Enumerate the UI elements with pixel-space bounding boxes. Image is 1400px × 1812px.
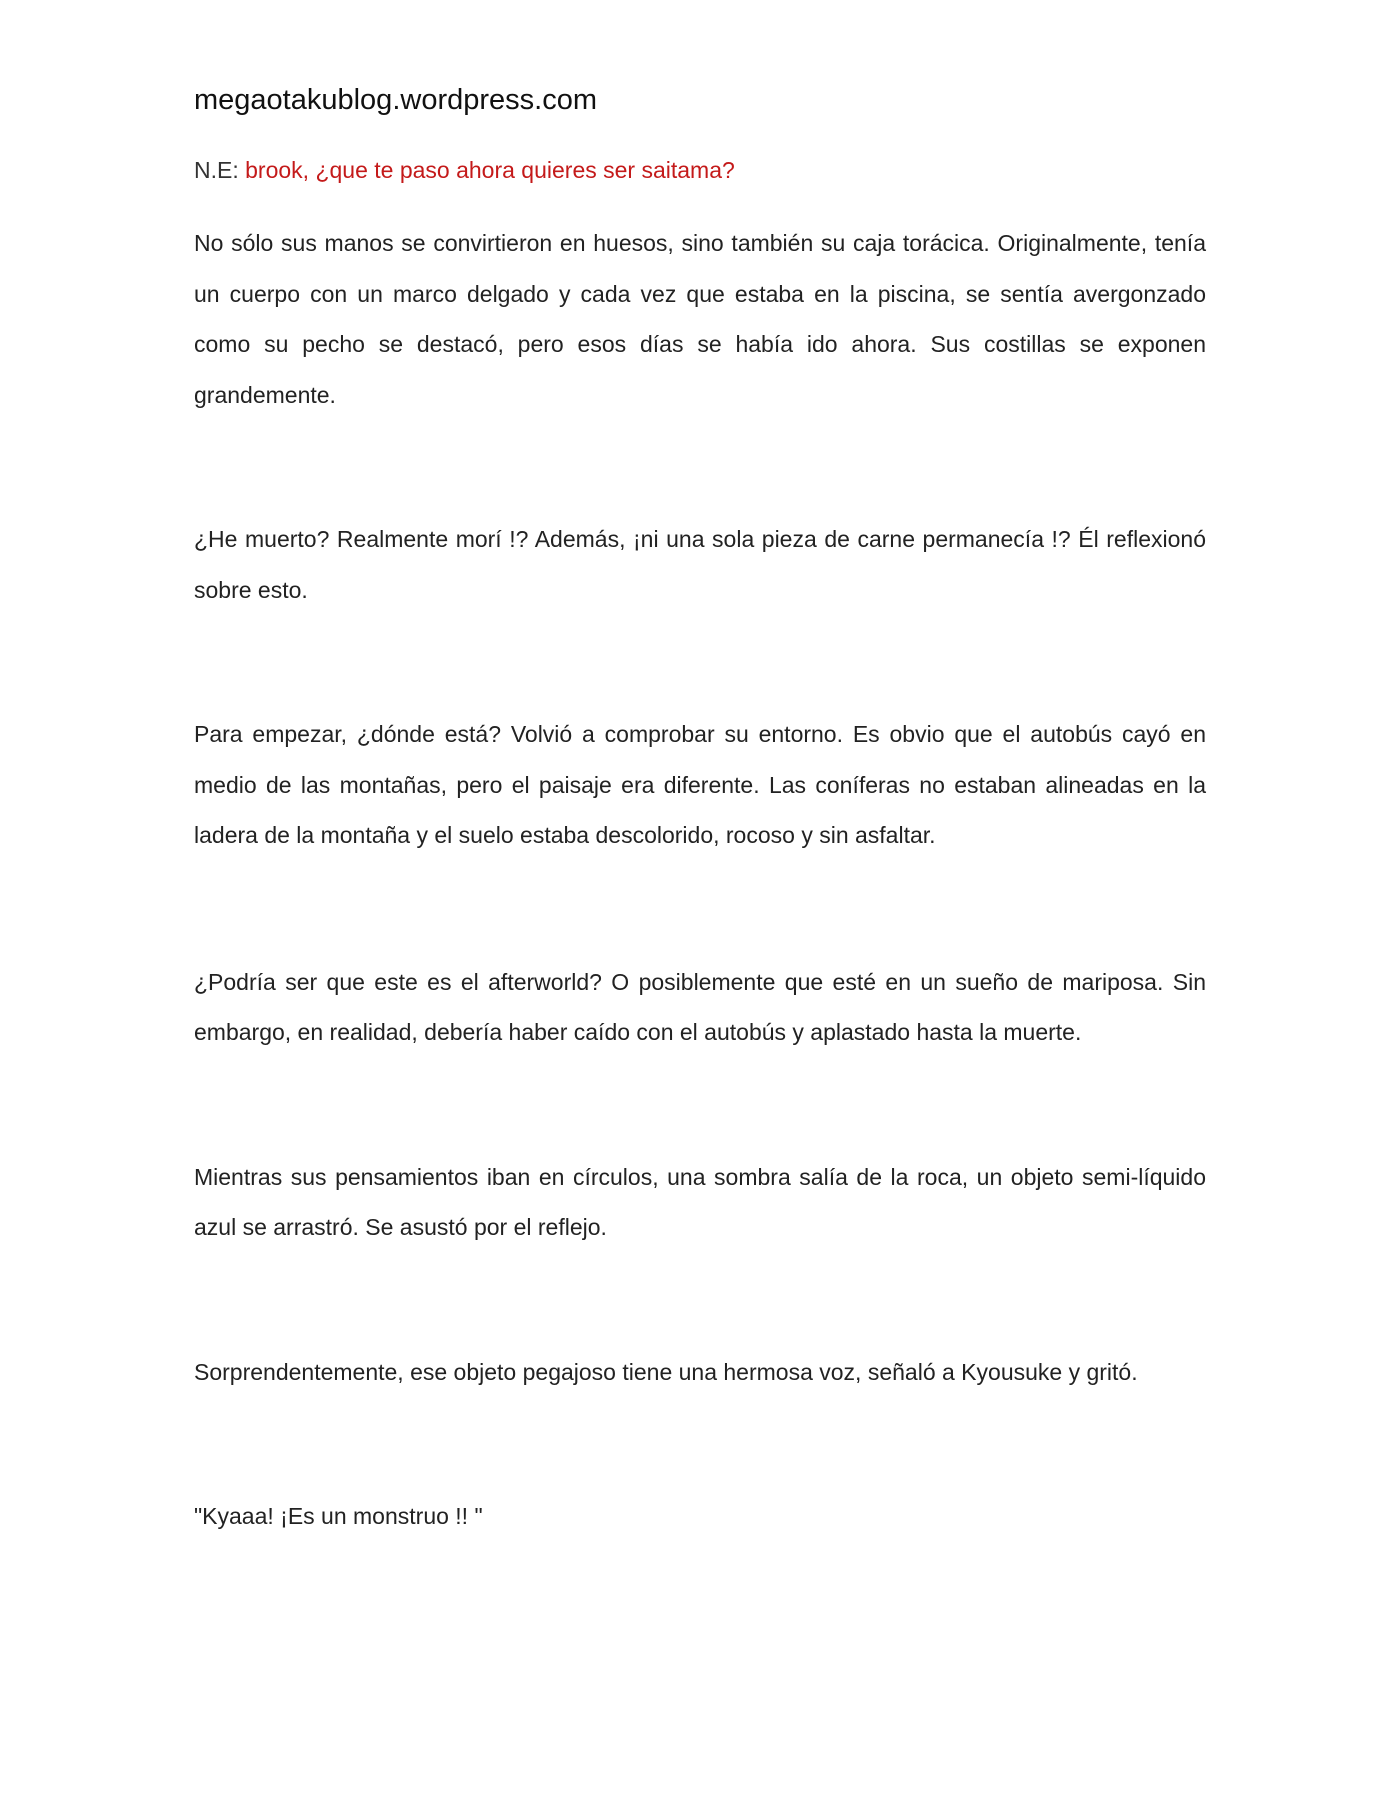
paragraph-4: ¿Podría ser que este es el afterworld? O posiblemente que esté en un sueño de mariposa. Sin embargo, en realidad, debería haber caído con el autobús y aplastado hasta la muerte.: [194, 968, 1206, 1045]
editor-note: [194, 150, 1206, 190]
paragraph-spacer: [194, 615, 1206, 709]
editor-note-prefix: N.E:: [194, 157, 239, 183]
paragraph-spacer: [194, 1397, 1206, 1491]
site-header: megaotakublog.wordpress.com: [194, 84, 597, 116]
paragraph-3: Para empezar, ¿dónde está? Volvió a comprobar su entorno. Es obvio que el autobús cayó en medio de las montañas, pero el paisaje era diferente. Las coníferas no estaban alineadas en la ladera de la montaña y el suelo estaba descolorido, rocoso y sin asfaltar.: [194, 721, 1206, 848]
paragraph-spacer: [194, 1058, 1206, 1152]
paragraph-spacer: [194, 861, 1206, 957]
paragraph-6: Sorprendentemente, ese objeto pegajoso tiene una hermosa voz, señaló a Kyousuke y gritó.: [194, 1358, 1138, 1385]
paragraph-7: "Kyaaa! ¡Es un monstruo !! ": [194, 1503, 483, 1529]
editor-note-text: brook, ¿que te paso ahora quieres ser saitama?: [245, 157, 735, 183]
document-page: [194, 80, 1206, 1542]
paragraph-spacer: [194, 1253, 1206, 1347]
paragraph-1: No sólo sus manos se convirtieron en huesos, sino también su caja torácica. Originalmente, tenía un cuerpo con un marco delgado y cada vez que estaba en la piscina, se sentía avergonzado como su pecho se destacó, pero esos días se había ido ahora. Sus costillas se exponen grandemente.: [194, 230, 1206, 408]
paragraph-2: ¿He muerto? Realmente morí !? Además, ¡ni una sola pieza de carne permanecía !? Él reflexionó sobre esto.: [194, 526, 1206, 603]
paragraph-5: Mientras sus pensamientos iban en círculos, una sombra salía de la roca, un objeto semi-líquido azul se arrastró. Se asustó por el reflejo.: [194, 1163, 1206, 1240]
paragraph-spacer: [194, 420, 1206, 514]
